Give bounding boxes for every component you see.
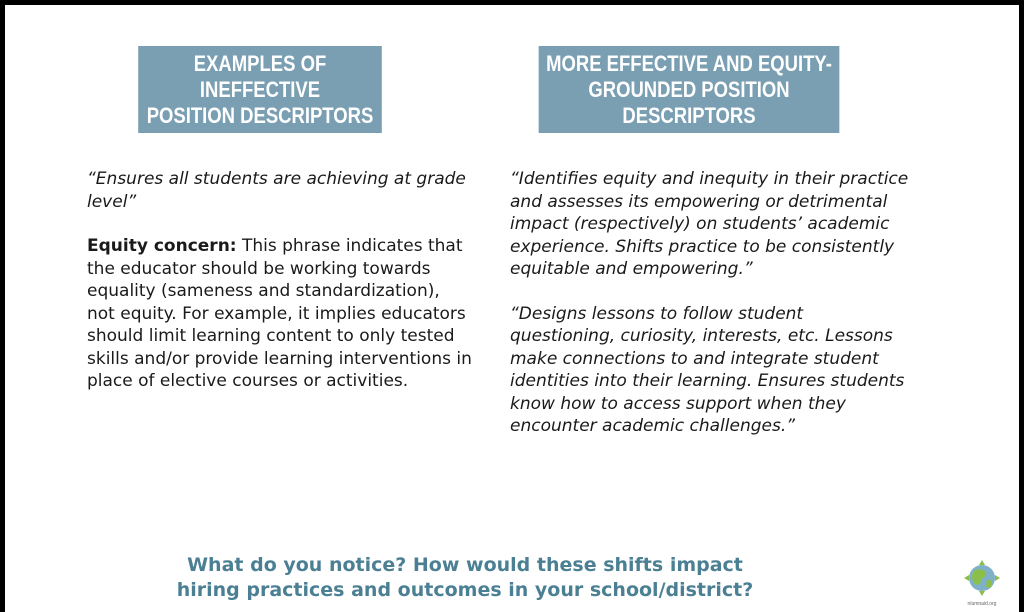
equity-concern-text: This phrase indicates that the educator should be working towards equality (sameness and standardization), not equity. For example, it implies educators should limit learning content to only tested skills and/or provide learning interventions in place of elective courses or activities.	[87, 236, 472, 391]
banner-right-line2: GROUNDED POSITION DESCRIPTORS	[588, 76, 790, 128]
question-line1: What do you notice? How would these shifts impact	[187, 554, 743, 576]
equity-concern-paragraph	[87, 235, 472, 393]
ineffective-quote: “Ensures all students are achieving at grade level”	[87, 169, 466, 212]
ineffective-column	[87, 168, 472, 393]
banner-left-line1: EXAMPLES OF INEFFECTIVE	[193, 50, 327, 102]
effective-quote-1: “Identifies equity and inequity in their practice and assesses its empowering or detrimental impact (respectively) on students’ academic experience. Shifts practice to be consistently equitable and empowering.”	[510, 169, 909, 279]
banner-right-line1: MORE EFFECTIVE AND EQUITY-	[546, 50, 832, 76]
banner-left-line2: POSITION DESCRIPTORS	[146, 102, 374, 128]
effective-descriptors-banner	[539, 46, 840, 133]
effective-quote-2: “Designs lessons to follow student questioning, curiosity, interests, etc. Lessons make connections to and integrate student identities into their learning. Ensures students know how to access support when they encounter academic challenges.”	[510, 303, 905, 436]
ineffective-descriptors-banner	[138, 46, 382, 133]
question-line2: hiring practices and outcomes in your school/district?	[176, 579, 754, 601]
reflection-question	[115, 553, 815, 603]
logo-text: nlumnaid.org	[967, 601, 997, 607]
effective-column	[510, 168, 910, 460]
equity-concern-label: Equity concern:	[87, 236, 237, 256]
globe-logo-icon	[960, 558, 1004, 608]
